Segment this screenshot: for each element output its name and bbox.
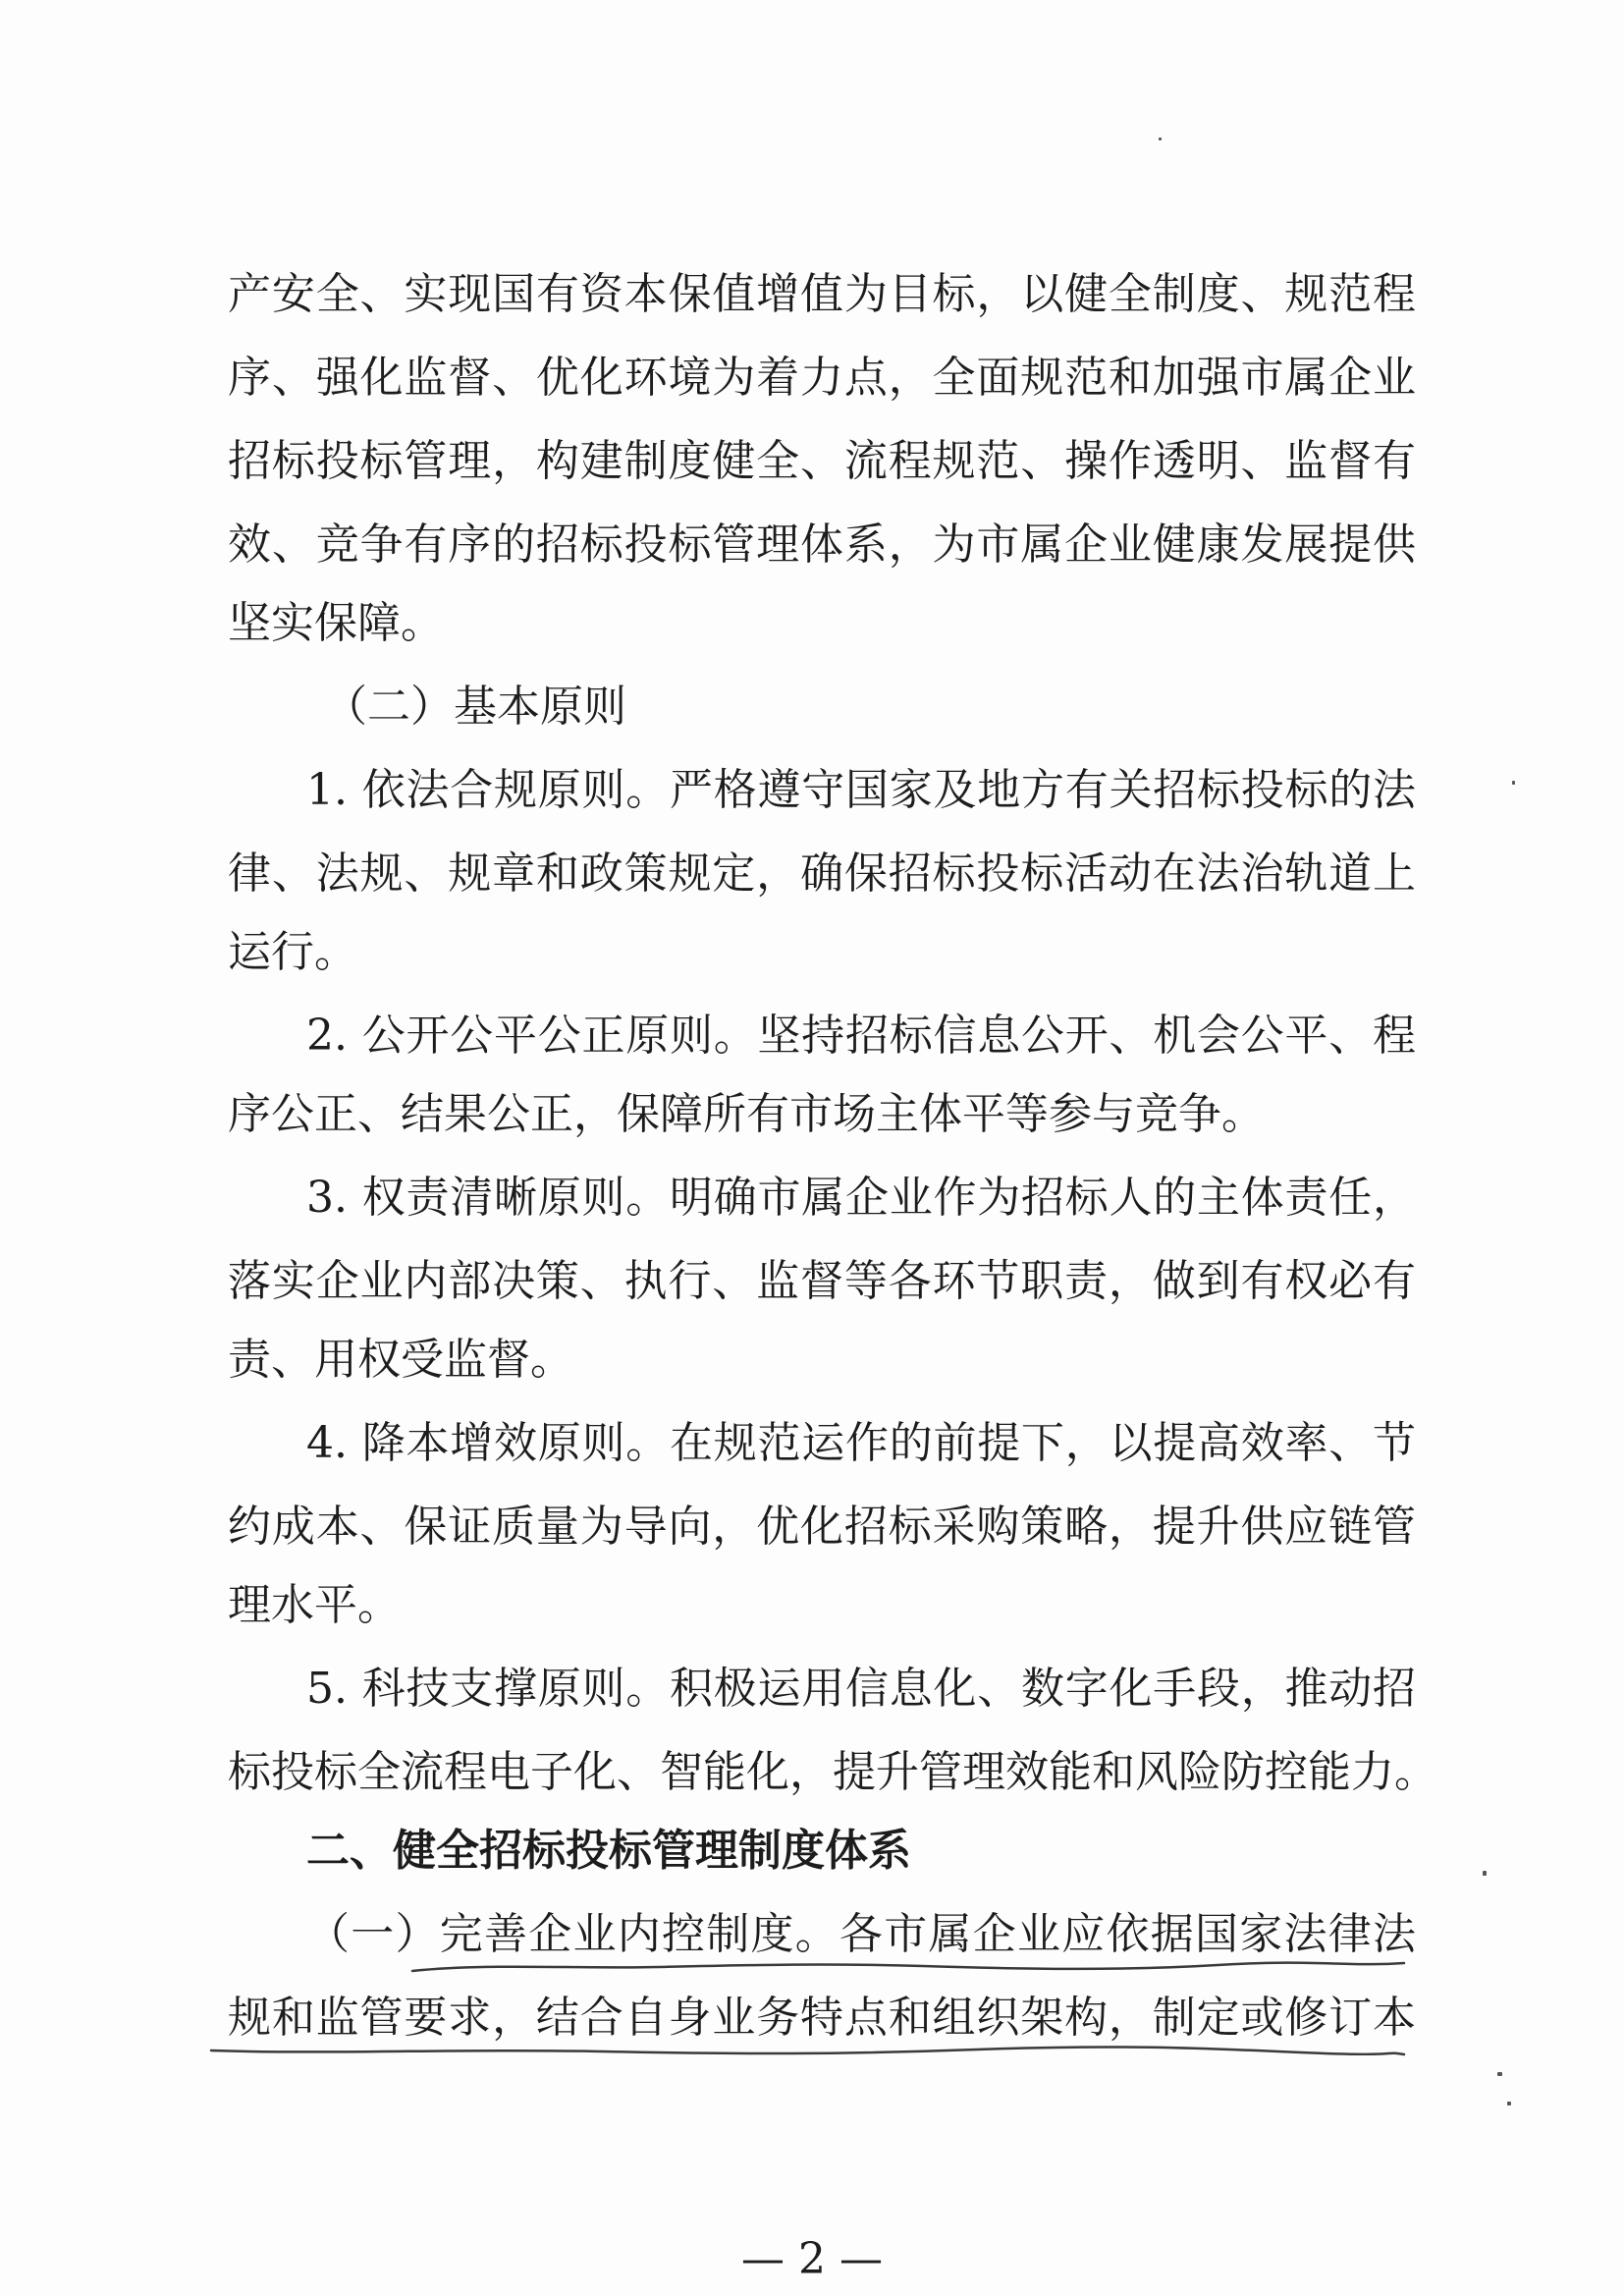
text-line: 4. 降本增效原则。在规范运作的前提下，以提高效率、节 — [306, 1418, 1416, 1468]
text-line: （一）完善企业内控制度。各市属企业应依据国家法律法 — [306, 1909, 1416, 1959]
text-line: 2. 公开公平公正原则。坚持招标信息公开、机会公平、程 — [306, 1011, 1416, 1061]
scan-speck — [1512, 781, 1515, 785]
page-number: — 2 — — [741, 2234, 883, 2284]
section-subheading: （二）基本原则 — [324, 682, 626, 732]
text-line: 标投标全流程电子化、智能化，提升管理效能和风险防控能力。 — [228, 1747, 1437, 1797]
text-line: 坚实保障。 — [228, 598, 444, 648]
scan-speck — [1507, 2102, 1511, 2105]
handwritten-underline — [211, 2043, 1404, 2060]
text-line: 理水平。 — [228, 1580, 401, 1630]
scan-speck — [1483, 1871, 1487, 1876]
text-line: 招标投标管理，构建制度健全、流程规范、操作透明、监督有 — [228, 436, 1416, 486]
text-line: 效、竞争有序的招标投标管理体系，为市属企业健康发展提供 — [228, 519, 1416, 570]
section-heading: 二、健全招标投标管理制度体系 — [306, 1826, 911, 1876]
text-line: 序、强化监督、优化环境为着力点，全面规范和加强市属企业 — [228, 353, 1416, 403]
text-line: 责、用权受监督。 — [228, 1335, 573, 1385]
text-line: 3. 权责清晰原则。明确市属企业作为招标人的主体责任， — [306, 1173, 1416, 1223]
text-line: 规和监管要求，结合自身业务特点和组织架构，制定或修订本 — [228, 1993, 1416, 2043]
text-line: 落实企业内部决策、执行、监督等各环节职责，做到有权必有 — [228, 1256, 1416, 1306]
text-line: 约成本、保证质量为导向，优化招标采购策略，提升供应链管 — [228, 1502, 1416, 1552]
text-line: 1. 依法合规原则。严格遵守国家及地方有关招标投标的法 — [306, 765, 1416, 815]
scan-speck — [1497, 2072, 1502, 2076]
text-line: 序公正、结果公正，保障所有市场主体平等参与竞争。 — [228, 1089, 1265, 1139]
text-line: 5. 科技支撑原则。积极运用信息化、数字化手段，推动招 — [306, 1664, 1416, 1714]
scan-speck — [1159, 137, 1162, 140]
handwritten-underline — [412, 1959, 1404, 1977]
text-line: 律、法规、规章和政策规定，确保招标投标活动在法治轨道上 — [228, 848, 1416, 899]
text-line: 运行。 — [228, 927, 357, 977]
text-line: 产安全、实现国有资本保值增值为目标，以健全制度、规范程 — [228, 269, 1416, 319]
